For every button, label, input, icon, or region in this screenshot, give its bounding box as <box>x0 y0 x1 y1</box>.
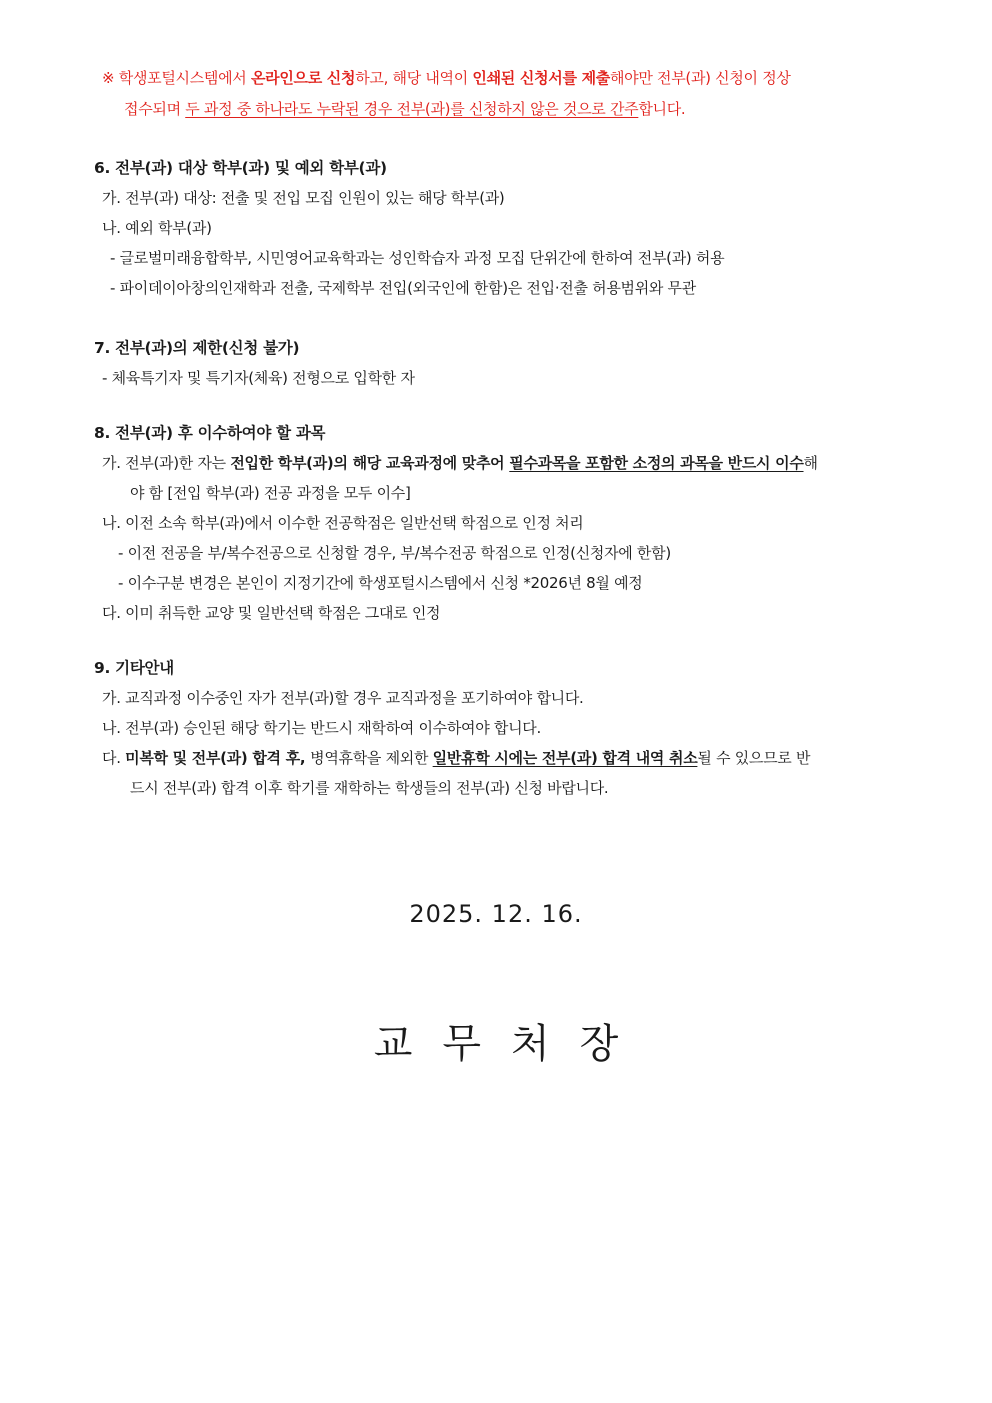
s6-dash-2: - 파이데이아창의인재학과 전출, 국제학부 전입(외국인에 한함)은 전입·전출 허용범위와 무관 <box>110 279 696 297</box>
s9-item-da: 다. 미복학 및 전부(과) 합격 후, 병역휴학을 제외한 일반휴학 시에는 전부(과) 합격 내역 취소될 수 있으므로 반 <box>102 749 811 767</box>
section-6-title: 6. 전부(과) 대상 학부(과) 및 예외 학부(과) <box>94 159 387 177</box>
underlined-cancellation: 일반휴학 시에는 전부(과) 합격 내역 취소 <box>432 749 698 767</box>
emphasis-online-apply: 온라인으로 신청 <box>250 69 356 87</box>
s8-item-ga-cont: 야 함 [전입 학부(과) 전공 과정을 모두 이수] <box>130 484 411 502</box>
s8-item-ga: 가. 전부(과)한 자는 전입한 학부(과)의 해당 교육과정에 맞추어 필수과목을 포함한 소정의 과목을 반드시 이수해 <box>102 454 818 472</box>
emphasis-submit-form: 인쇄된 신청서를 제출 <box>472 69 610 87</box>
section-7-title: 7. 전부(과)의 제한(신청 불가) <box>94 339 300 357</box>
notice-line-2: 접수되며 두 과정 중 하나라도 누락된 경우 전부(과)를 신청하지 않은 것으로 간주합니다. <box>124 100 686 118</box>
s9-item-da-cont: 드시 전부(과) 합격 이후 학기를 재학하는 학생들의 전부(과) 신청 바랍니다. <box>130 779 609 797</box>
s7-dash-1: - 체육특기자 및 특기자(체육) 전형으로 입학한 자 <box>102 369 415 387</box>
section-8-title: 8. 전부(과) 후 이수하여야 할 과목 <box>94 424 326 442</box>
s9-item-na: 나. 전부(과) 승인된 해당 학기는 반드시 재학하여 이수하여야 합니다. <box>102 719 541 737</box>
section-9-title: 9. 기타안내 <box>94 659 174 677</box>
s8-item-da: 다. 이미 취득한 교양 및 일반선택 학점은 그대로 인정 <box>102 604 441 622</box>
s6-item-na: 나. 예외 학부(과) <box>102 219 212 237</box>
s6-dash-1: - 글로벌미래융합학부, 시민영어교육학과는 성인학습자 과정 모집 단위간에 한하여 전부(과) 허용 <box>110 249 725 267</box>
s8-dash-2: - 이수구분 변경은 본인이 지정기간에 학생포털시스템에서 신청 *2026년 8월 예정 <box>118 574 643 592</box>
underlined-required-courses: 필수과목을 포함한 소정의 과목을 반드시 이수 <box>509 454 804 472</box>
signature-office: 교무처장 <box>373 1021 649 1067</box>
s8-item-na: 나. 이전 소속 학부(과)에서 이수한 전공학점은 일반선택 학점으로 인정 처리 <box>102 514 584 532</box>
notice-line-1: ※ 학생포털시스템에서 온라인으로 신청하고, 해당 내역이 인쇄된 신청서를 제출해야만 전부(과) 신청이 정상 <box>102 69 791 87</box>
s6-item-ga: 가. 전부(과) 대상: 전출 및 전입 모집 인원이 있는 해당 학부(과) <box>102 189 505 207</box>
reference-mark: ※ <box>102 69 115 87</box>
s9-item-ga: 가. 교직과정 이수중인 자가 전부(과)할 경우 교직과정을 포기하여야 합니다. <box>102 689 584 707</box>
issue-date: 2025. 12. 16. <box>409 900 583 928</box>
s8-dash-1: - 이전 전공을 부/복수전공으로 신청할 경우, 부/복수전공 학점으로 인정(신청자에 한함) <box>118 544 671 562</box>
underlined-warning: 두 과정 중 하나라도 누락된 경우 전부(과)를 신청하지 않은 것으로 간주 <box>185 100 639 118</box>
